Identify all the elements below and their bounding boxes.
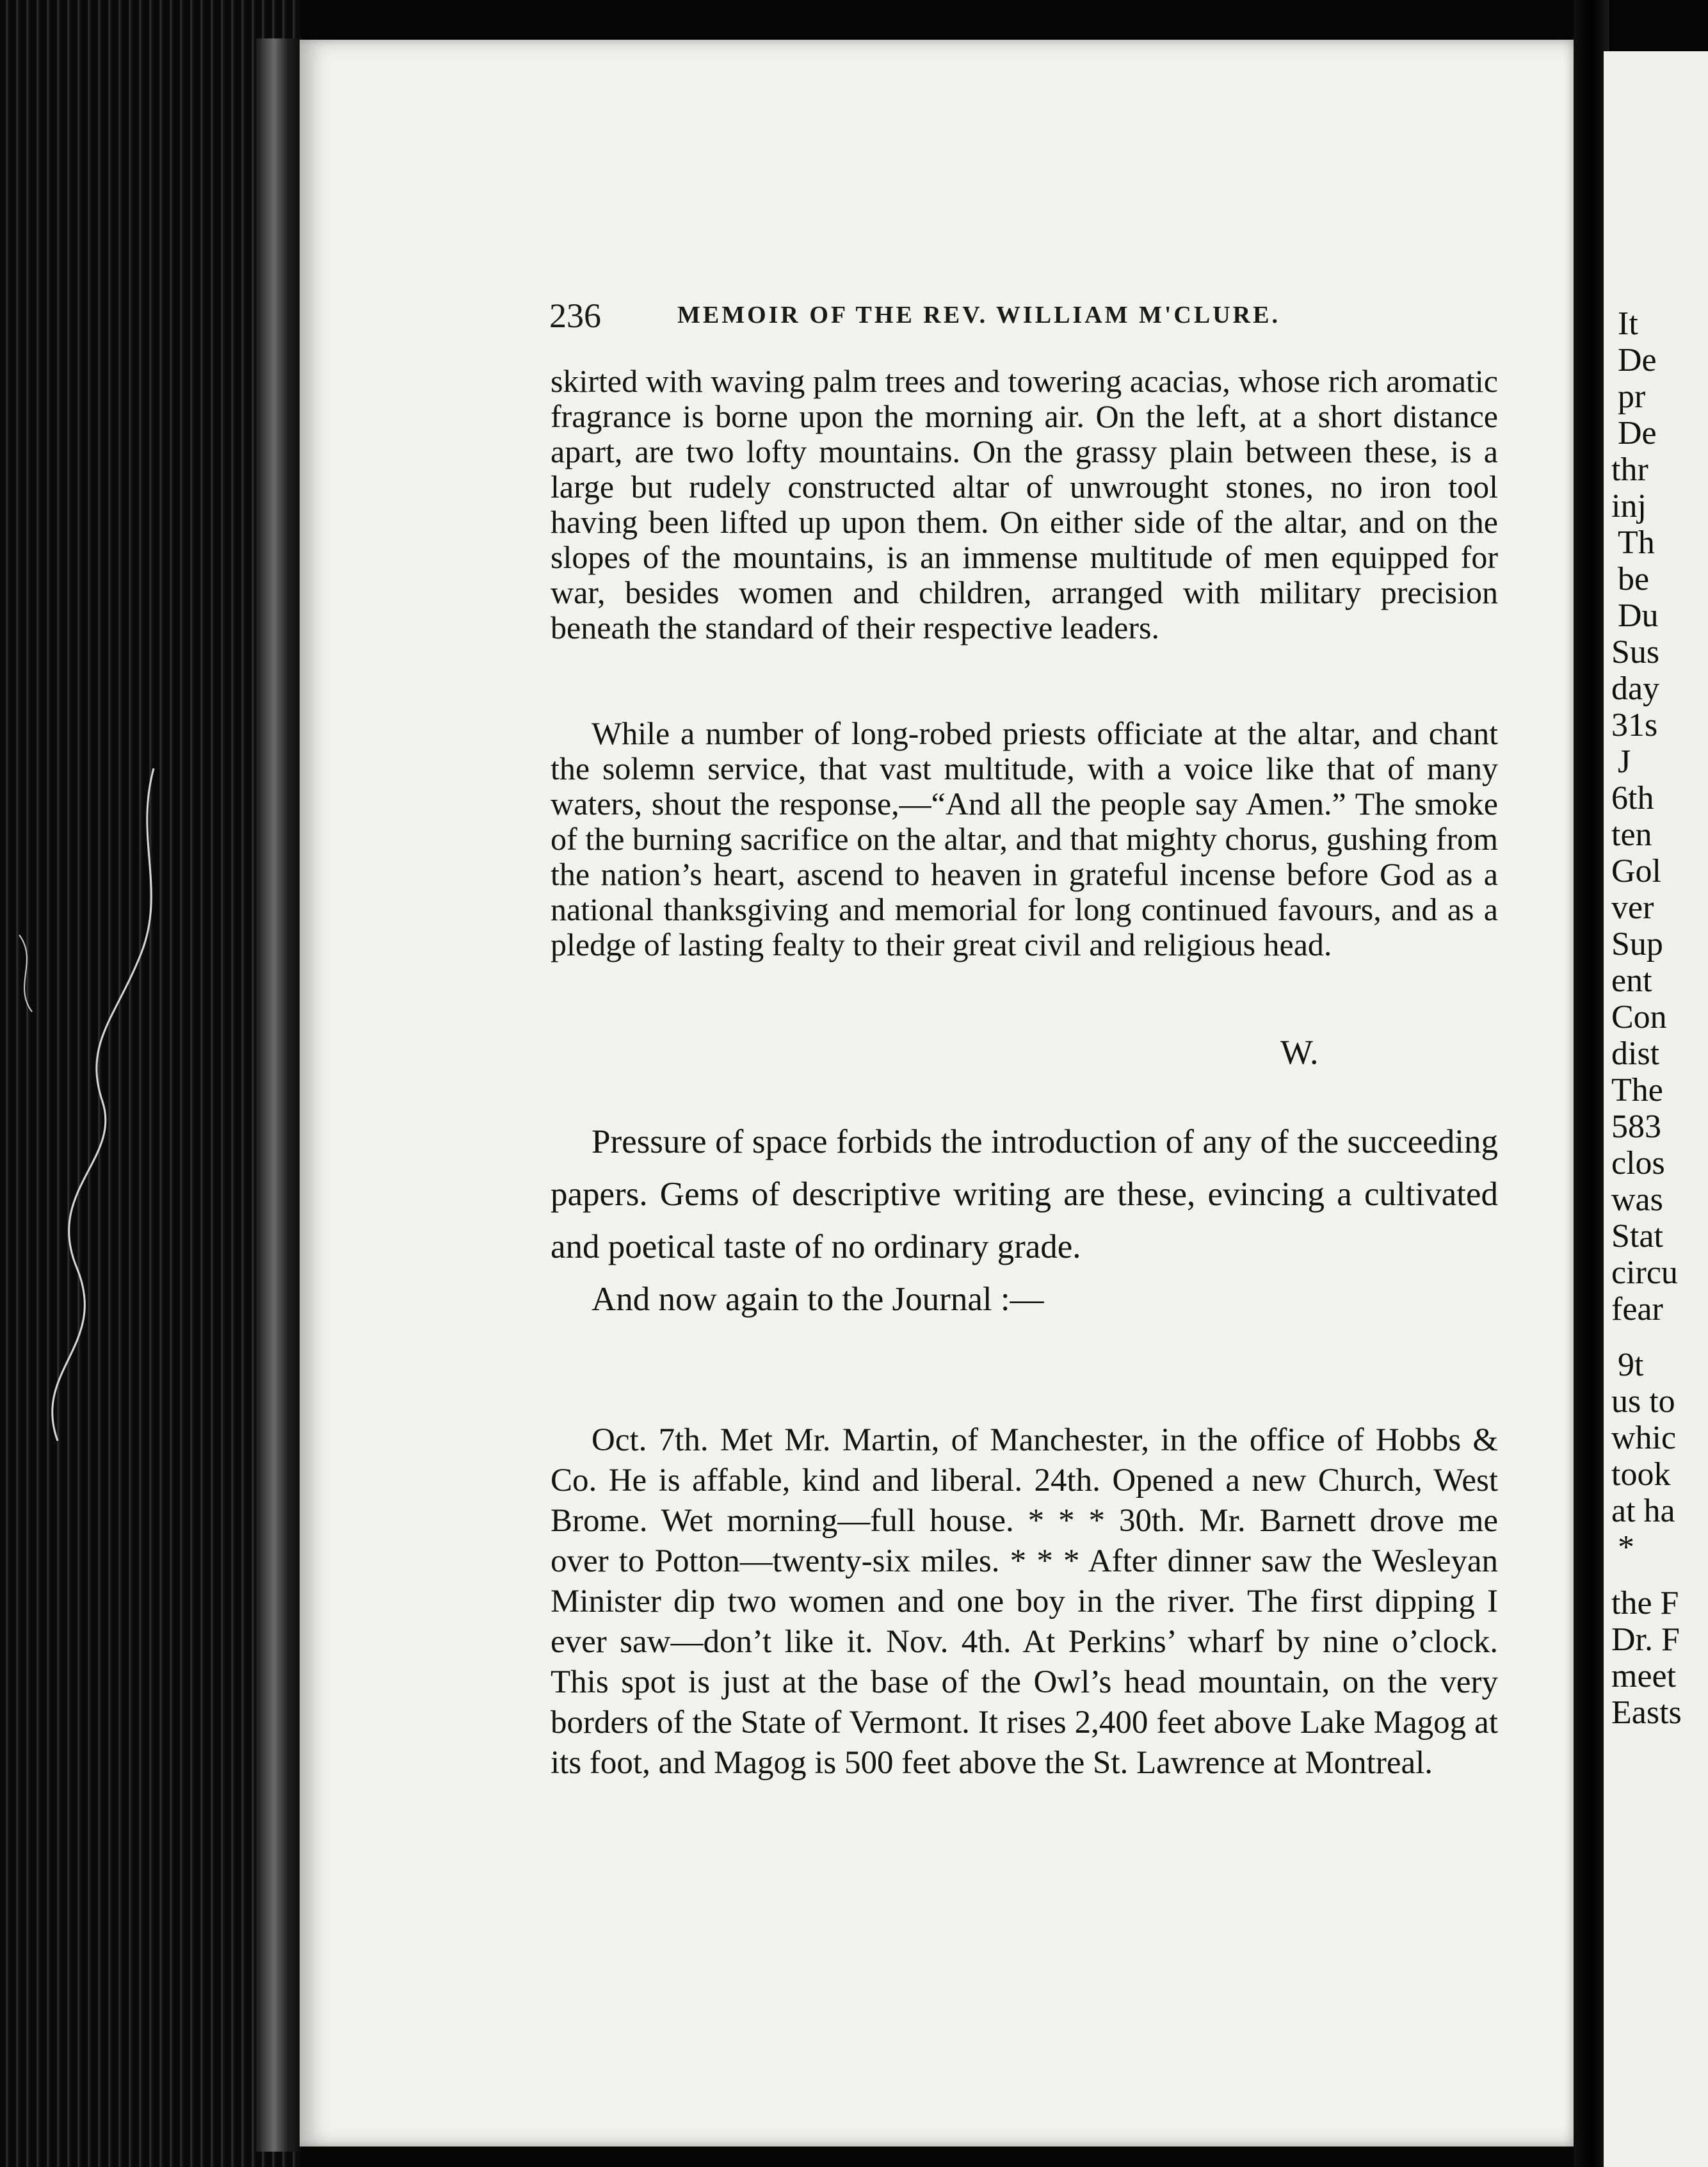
paragraph-priests [551, 716, 1498, 962]
right-page-line-fragment: pr [1618, 378, 1646, 415]
right-page-line-fragment: J [1618, 743, 1631, 780]
page-stack-edge [256, 38, 301, 2152]
right-page-line-fragment: at ha [1611, 1493, 1675, 1529]
right-page-line-fragment: clos [1611, 1145, 1665, 1181]
paragraph-1: skirted with waving palm trees and towering acacias, whose rich aromatic fragrance is borne upon the morning air. On the left, at a short distance apart, are two lofty mountains. On the grassy plain between these, is a large but rudely constructed altar of unwrought stones, no iron tool having been lifted up upon them. On either side of the altar, and on the slopes of the mountains, is an immense multitude of men equipped for war, besides women and children, arranged with military precision beneath the standard of their respective leaders. [551, 363, 1498, 645]
paragraph-5: Oct. 7th. Met Mr. Martin, of Manchester, in the office of Hobbs & Co. He is affable, kind and liberal. 24th. Opened a new Church, West Brome. Wet morning—full house. * * * 30th. Mr. Barnett drove me over to Potton—twenty-six miles. * * * After dinner saw the Wesleyan Minister dip two women and one boy in the river. The first dipping I ever saw—don’t like it. Nov. 4th. At Perkins’ wharf by nine o’clock. This spot is just at the base of the Owl’s head mountain, on the very borders of the State of Vermont. It rises 2,400 feet above Lake Magog at its foot, and Magog is 500 feet above the St. Lawrence at Montreal. [551, 1422, 1498, 1781]
right-page-line-fragment: Du [1618, 597, 1659, 634]
book-page-left [300, 40, 1574, 2147]
right-page-line-fragment: The [1611, 1072, 1663, 1108]
right-page-line-fragment: Dr. F [1611, 1621, 1680, 1658]
right-page-line-fragment: Con [1611, 999, 1667, 1035]
paragraph-editorial-note [551, 1116, 1498, 1326]
paragraph-landscape-description [551, 364, 1498, 645]
right-page-line-fragment: the F [1611, 1585, 1679, 1621]
right-page-line-fragment: took [1611, 1456, 1671, 1493]
right-page-line-fragment: ent [1611, 962, 1652, 999]
paragraph-2: While a number of long-robed priests officiate at the altar, and chant the solemn service, that vast multitude, with a voice like that of many waters, shout the response,—“And all the people say Amen.” The smoke of the burning sacrifice on the altar, and that mighty chorus, gushing from the nation’s heart, ascend to heaven in grateful incense before God as a national thanksgiving and memorial for long continued favours, and as a pledge of lasting fealty to their great civil and religious head. [551, 715, 1498, 962]
right-page-line-fragment: It [1618, 305, 1638, 342]
right-page-line-fragment: be [1618, 561, 1650, 597]
paragraph-journal-entries [551, 1420, 1498, 1783]
right-page-line-fragment: 9t [1618, 1347, 1644, 1383]
right-page-line-fragment: Stat [1611, 1218, 1663, 1254]
right-page-line-fragment: thr [1611, 451, 1648, 488]
right-page-line-fragment: dist [1611, 1035, 1660, 1072]
paragraph-4: And now again to the Journal :— [592, 1281, 1044, 1318]
signature-initial: W. [1280, 1033, 1319, 1071]
right-page-line-fragment: circu [1611, 1254, 1678, 1291]
running-title: MEMOIR OF THE REV. WILLIAM M'CLURE. [677, 302, 1280, 329]
loose-thread-decoration [6, 743, 173, 1447]
right-page-line-fragment: 583 [1611, 1108, 1661, 1145]
right-page-line-fragment: ver [1611, 889, 1654, 926]
right-page-line-fragment: meet [1611, 1658, 1677, 1694]
right-page-line-fragment: Th [1618, 524, 1655, 561]
right-page-line-fragment: 6th [1611, 780, 1654, 816]
right-page-line-fragment: Easts [1611, 1694, 1682, 1731]
right-page-line-fragment: day [1611, 670, 1660, 707]
right-page-line-fragment: fear [1611, 1291, 1663, 1327]
book-page-right-fragment [1604, 51, 1708, 2167]
right-page-line-fragment: whic [1611, 1420, 1677, 1456]
paragraph-3: Pressure of space forbids the introduction of any of the succeeding papers. Gems of descriptive writing are these, evincing a cultivated and poetical taste of no ordinary grade. [551, 1123, 1498, 1265]
right-page-line-fragment: us to [1611, 1383, 1675, 1420]
right-page-line-fragment: was [1611, 1181, 1663, 1218]
page-header [549, 296, 1394, 334]
right-page-line-fragment: De [1618, 342, 1657, 378]
page-number: 236 [549, 296, 601, 335]
right-page-line-fragment: Sus [1611, 634, 1660, 670]
right-page-line-fragment: * [1618, 1529, 1634, 1566]
right-page-line-fragment: 31s [1611, 707, 1658, 743]
right-page-line-fragment: ten [1611, 816, 1652, 853]
right-page-line-fragment: Gol [1611, 853, 1661, 889]
right-page-line-fragment: Sup [1611, 926, 1663, 962]
right-page-line-fragment: inj [1611, 488, 1647, 524]
right-page-line-fragment: De [1618, 415, 1657, 451]
